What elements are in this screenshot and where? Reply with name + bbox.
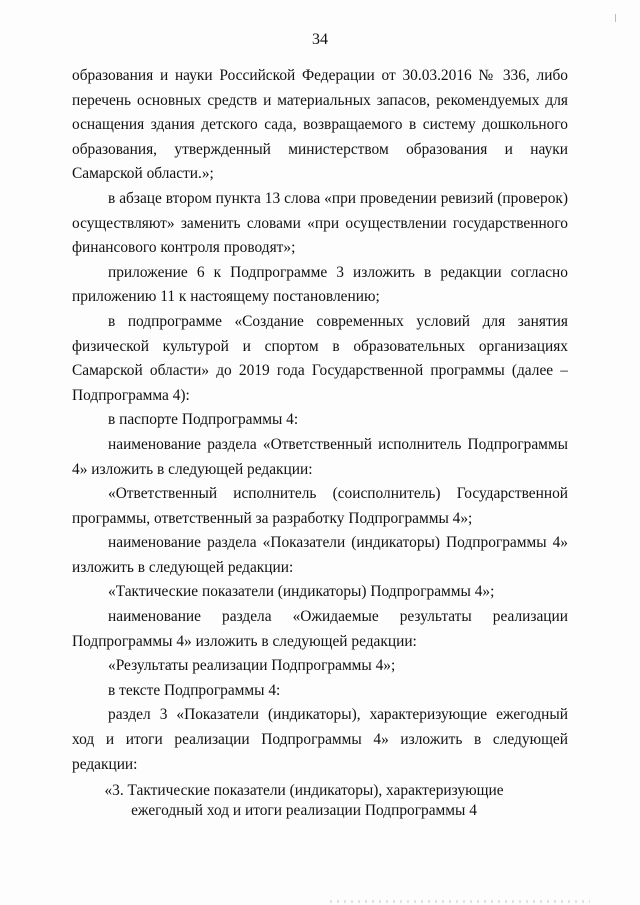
- paragraph: «Ответственный исполнитель (соисполнитель) Государственной программы, ответственный за разработку Подпрограммы 4»;: [72, 485, 568, 527]
- document-body: [72, 64, 568, 821]
- paragraph: наименование раздела «Ответственный исполнитель Подпрограммы 4» изложить в следующей редакции:: [72, 435, 568, 478]
- section-heading: «3. Тактические показатели (индикаторы), характеризующие ежегодный ход и итоги реализации Подпрограммы 4: [104, 782, 504, 820]
- paragraph: «Результаты реализации Подпрограммы 4»;: [108, 657, 396, 675]
- paragraph-continuation: образования и науки Российской Федерации от 30.03.2016 № 336, либо перечень основных средств и материальных запасов, рекомендуемых для оснащения здания детского сада, возвращаемого в систему дошкольного образования, утвержденный министерством образования и науки Самарской области.»;: [72, 67, 568, 183]
- paragraph: в подпрограмме «Создание современных условий для занятия физической культурой и спортом в образовательных организациях Самарской области» до 2019 года Государственной программы (далее – Подпрограмма 4):: [72, 312, 568, 404]
- paragraph: приложение 6 к Подпрограмме 3 изложить в редакции согласно приложению 11 к настоящему постановлению;: [72, 263, 568, 306]
- paragraph: в паспорте Подпрограммы 4:: [108, 411, 299, 429]
- page-number: 34: [312, 31, 328, 48]
- paragraph: раздел 3 «Показатели (индикаторы), характеризующие ежегодный ход и итоги реализации Подпрограммы 4» изложить в следующей редакции:: [72, 706, 568, 773]
- paragraph: в тексте Подпрограммы 4:: [108, 681, 281, 699]
- paragraph: наименование раздела «Показатели (индикаторы) Подпрограммы 4» изложить в следующей редакции:: [72, 534, 568, 576]
- paragraph: в абзаце втором пункта 13 слова «при проведении ревизий (проверок) осуществляют» заменить словами «при осуществлении государственного финансового контроля проводят»;: [72, 189, 568, 257]
- paragraph: наименование раздела «Ожидаемые результаты реализации Подпрограммы 4» изложить в следующей редакции:: [72, 608, 568, 650]
- paragraph: «Тактические показатели (индикаторы) Подпрограммы 4»;: [108, 583, 495, 601]
- scan-edge-mark: [615, 14, 616, 22]
- scan-bottom-artifact: [330, 900, 590, 903]
